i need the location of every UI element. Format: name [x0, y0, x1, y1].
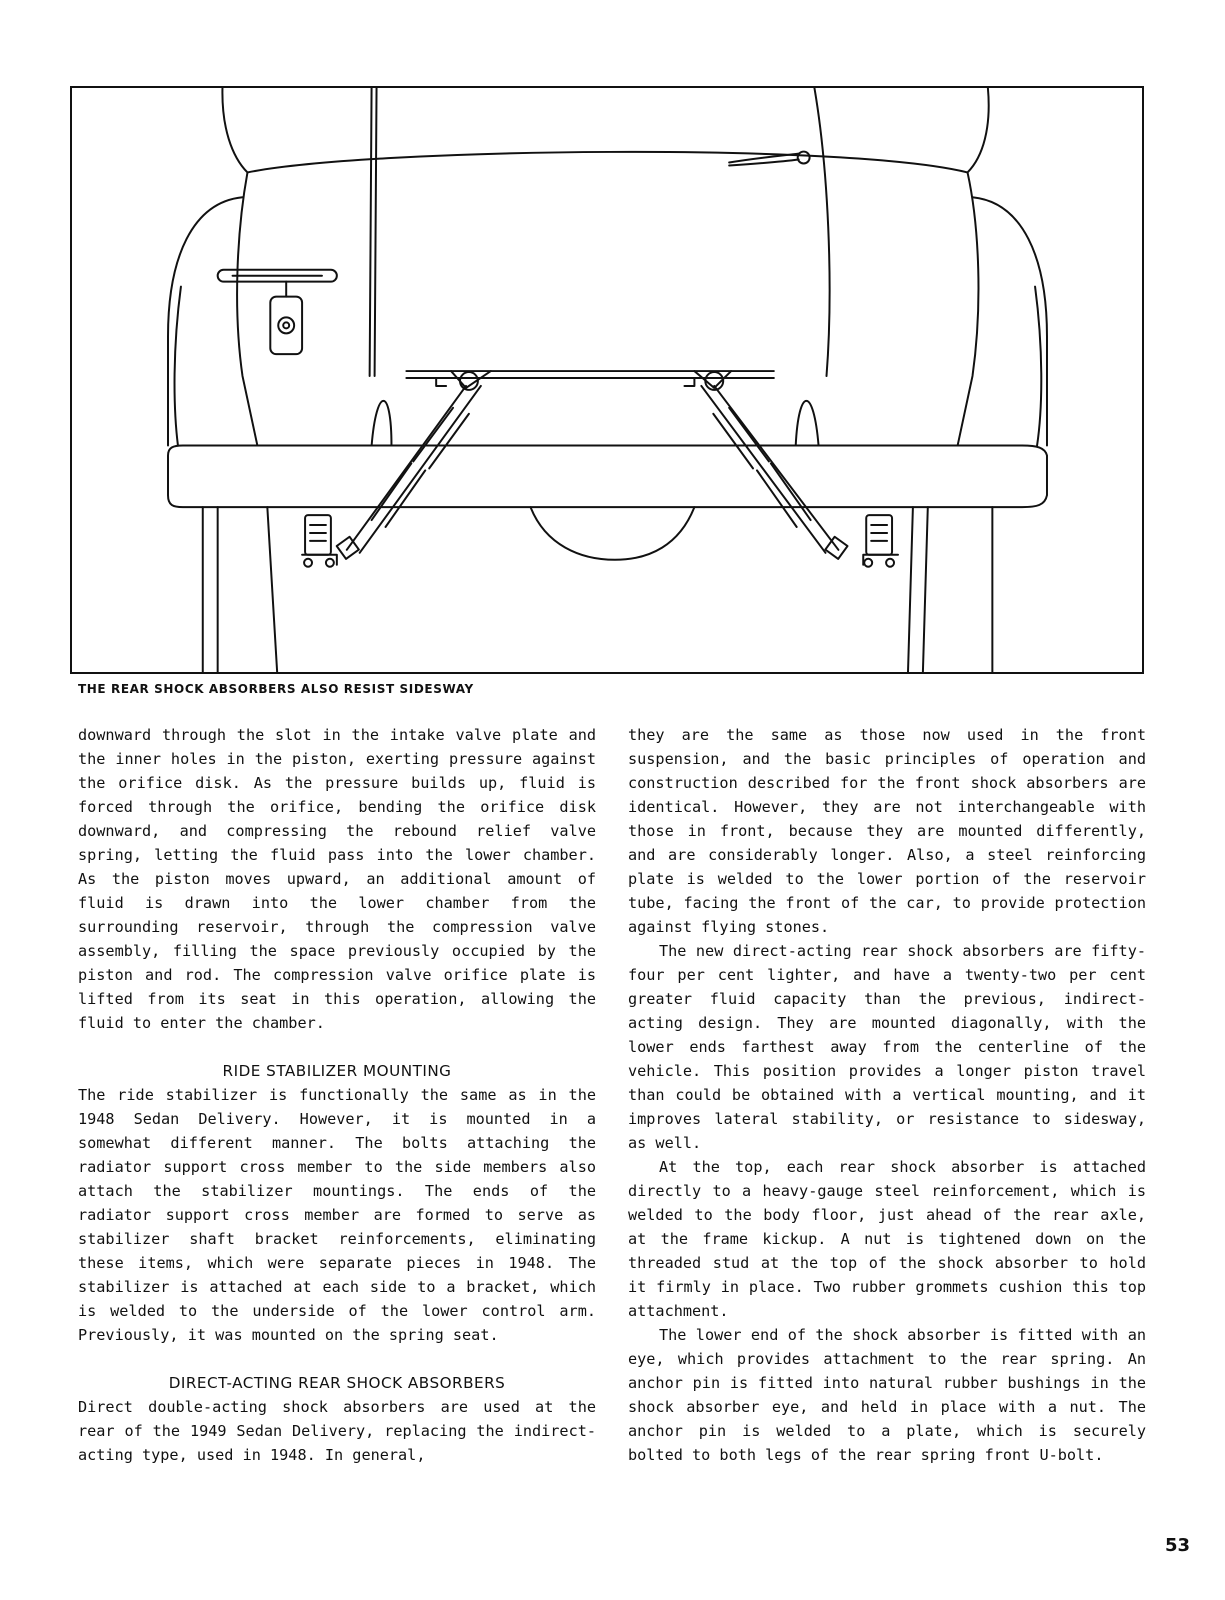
- paragraph: The ride stabilizer is functionally the same as in the 1948 Sedan Delivery. However, it is mounted in a somewhat different manner. The bolts attaching the radiator support cross member to the side members also attach the stabilizer mountings. The ends of the radiator support cross member are formed to serve as stabilizer shaft bracket reinforcements, eliminating these items, which were separate pieces in 1948. The stabilizer is attached at each side to a bracket, which is welded to the underside of the lower control arm. Previously, it was mounted on the spring seat.: [78, 1086, 596, 1344]
- rear-shock-illustration: [70, 86, 1144, 674]
- section-heading: DIRECT-ACTING REAR SHOCK ABSORBERS: [168, 1374, 506, 1392]
- left-column: [78, 723, 596, 1467]
- paragraph: At the top, each rear shock absorber is attached directly to a heavy-gauge steel reinforcement, which is welded to the body floor, just ahead of the rear axle, at the frame kickup. A nut is tightened down on the threaded stud at the top of the shock absorber to hold it firmly in place. Two rubber grommets cushion this top attachment.: [628, 1158, 1146, 1320]
- figure-caption: THE REAR SHOCK ABSORBERS ALSO RESIST SIDESWAY: [78, 682, 474, 696]
- paragraph: they are the same as those now used in the front suspension, and the basic principles of operation and construction described for the front shock absorbers are identical. However, they are not interchangeable with those in front, because they are mounted differently, and are considerably longer. Also, a steel reinforcing plate is welded to the lower portion of the reservoir tube, facing the front of the car, to provide protection against flying stones.: [628, 726, 1146, 936]
- paragraph: Direct double-acting shock absorbers are used at the rear of the 1949 Sedan Delivery, replacing the indirect-acting type, used in 1948. In general,: [78, 1398, 596, 1464]
- paragraph: The new direct-acting rear shock absorbers are fifty-four per cent lighter, and have a twenty-two per cent greater fluid capacity than the previous, indirect-acting design. They are mounted diagonally, with the lower ends farthest away from the centerline of the vehicle. This position provides a longer piston travel than could be obtained with a vertical mounting, and it improves lateral stability, or resistance to sidesway, as well.: [628, 942, 1146, 1152]
- paragraph: downward through the slot in the intake valve plate and the inner holes in the piston, exerting pressure against the orifice disk. As the pressure builds up, fluid is forced through the orifice, bending the orifice disk downward, and compressing the rebound relief valve spring, letting the fluid pass into the lower chamber. As the piston moves upward, an additional amount of fluid is drawn into the lower chamber from the surrounding reservoir, through the compression valve assembly, filling the space previously occupied by the piston and rod. The compression valve orifice plate is lifted from its seat in this operation, allowing the fluid to enter the chamber.: [78, 726, 596, 1032]
- paragraph: The lower end of the shock absorber is fitted with an eye, which provides attachment to the rear spring. An anchor pin is fitted into natural rubber bushings in the shock absorber eye, and held in place with a nut. The anchor pin is welded to a plate, which is securely bolted to both legs of the rear spring front U-bolt.: [628, 1326, 1146, 1464]
- car-rear-drawing: [72, 88, 1142, 672]
- section-heading: RIDE STABILIZER MOUNTING: [222, 1062, 452, 1080]
- right-column: [628, 723, 1146, 1467]
- page-number: 53: [1165, 1535, 1191, 1556]
